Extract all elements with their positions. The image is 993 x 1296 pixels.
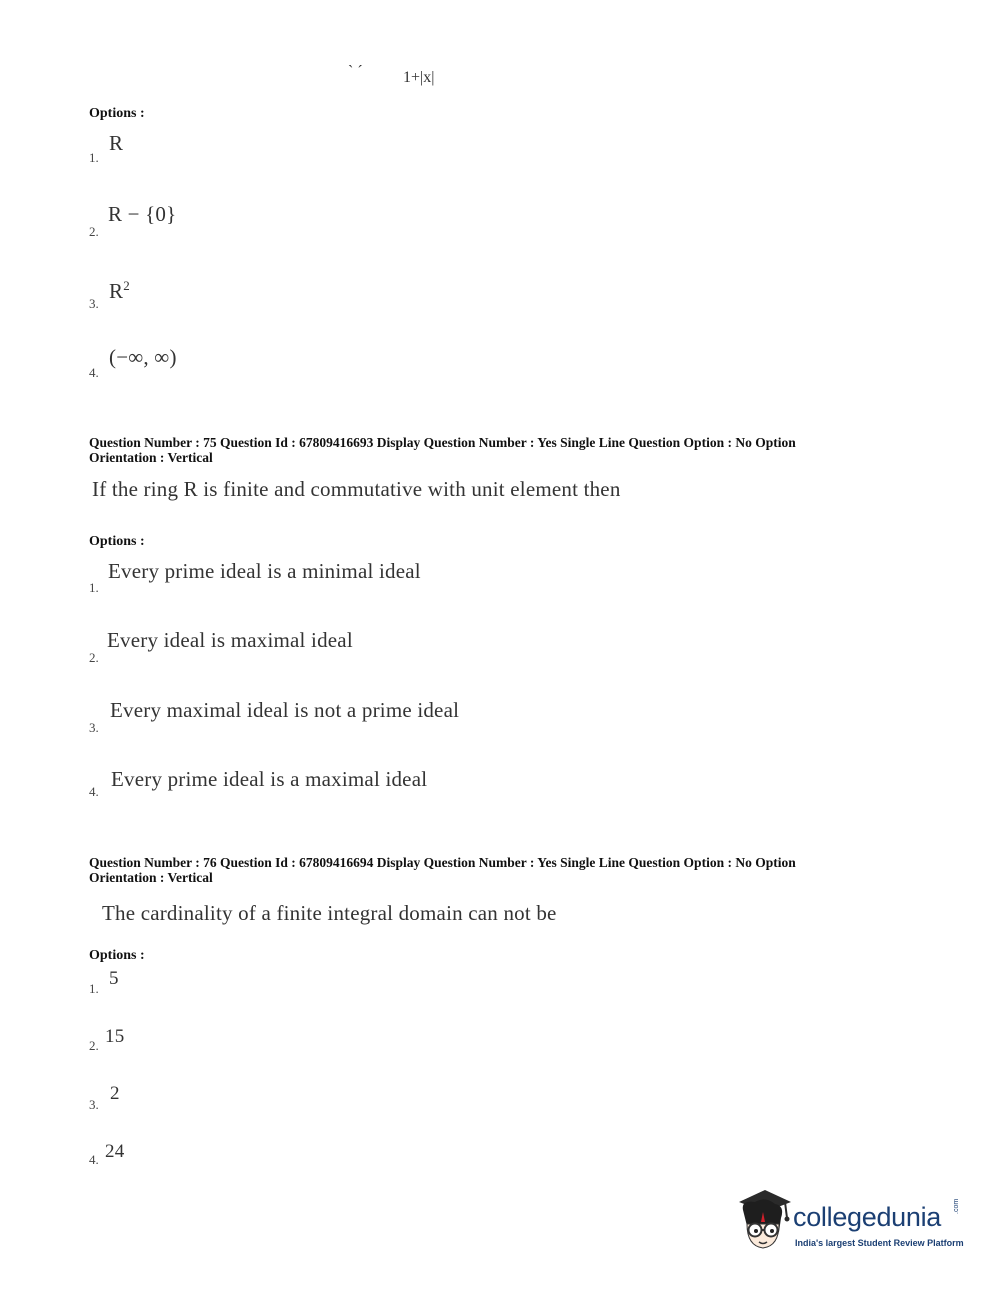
list-item[interactable] xyxy=(89,128,289,168)
option-text: Every maximal ideal is not a prime ideal xyxy=(110,698,460,722)
option-base: R xyxy=(109,279,124,303)
logo-tagline: India's largest Student Review Platform xyxy=(795,1238,964,1248)
fragment-expression: 1+|x| xyxy=(403,69,435,86)
option-number: 4. xyxy=(89,365,99,380)
option-number: 3. xyxy=(89,1097,99,1112)
q74-options-list xyxy=(0,125,993,395)
logo-wordmark: collegedunia xyxy=(793,1202,942,1232)
meta-line: Orientation : Vertical xyxy=(89,870,213,885)
list-item[interactable] xyxy=(89,766,589,806)
option-text: Every ideal is maximal ideal xyxy=(107,628,353,652)
option-number: 2. xyxy=(89,224,99,239)
previous-question-fragment xyxy=(0,0,993,95)
option-text: R xyxy=(109,131,124,155)
list-item[interactable] xyxy=(89,200,289,240)
q75-meta xyxy=(89,435,869,465)
list-item[interactable] xyxy=(89,968,289,1000)
option-superscript: 2 xyxy=(123,278,130,293)
option-text: 5 xyxy=(109,968,119,989)
option-number: 4. xyxy=(89,1152,99,1167)
option-text: Every prime ideal is a maximal ideal xyxy=(111,767,428,791)
option-number: 1. xyxy=(89,580,99,595)
meta-line: Orientation : Vertical xyxy=(89,450,213,465)
option-text: Every prime ideal is a minimal ideal xyxy=(108,559,421,583)
mascot-icon xyxy=(735,1188,793,1258)
logo-suffix: .com xyxy=(953,1198,960,1214)
option-number: 1. xyxy=(89,981,99,996)
list-item[interactable] xyxy=(89,626,589,666)
option-number: 2. xyxy=(89,650,99,665)
q75-options-list xyxy=(0,555,993,805)
option-text: 24 xyxy=(105,1141,125,1162)
option-text: 15 xyxy=(105,1026,125,1047)
q75-question-text: If the ring R is finite and commutative with unit element then xyxy=(92,477,621,501)
list-item[interactable] xyxy=(89,696,589,736)
q76-meta xyxy=(89,855,869,885)
option-text: R − {0} xyxy=(108,202,177,226)
q76-question-text: The cardinality of a finite integral domain can not be xyxy=(102,901,557,925)
option-number: 2. xyxy=(89,1038,99,1053)
q75-options-label: Options : xyxy=(89,534,145,549)
fragment-marks: ˋ ˊ xyxy=(348,63,363,80)
option-number: 3. xyxy=(89,296,99,311)
list-item[interactable] xyxy=(89,1025,289,1057)
q74-options-label: Options : xyxy=(89,106,145,121)
option-text: 2 xyxy=(110,1083,120,1104)
option-text xyxy=(109,278,130,304)
option-number: 3. xyxy=(89,720,99,735)
list-item[interactable] xyxy=(89,345,289,385)
meta-line: Question Number : 76 Question Id : 67809416694 Display Question Number : Yes Single Line Question Option : No Option xyxy=(89,855,796,870)
list-item[interactable] xyxy=(89,557,589,597)
meta-line: Question Number : 75 Question Id : 67809416693 Display Question Number : Yes Single Line Question Option : No Option xyxy=(89,435,796,450)
q76-options-label: Options : xyxy=(89,948,145,963)
q76-options-list xyxy=(0,965,993,1175)
option-number: 4. xyxy=(89,784,99,799)
list-item[interactable] xyxy=(89,1082,289,1114)
collegedunia-logo xyxy=(735,1188,965,1258)
list-item[interactable] xyxy=(89,275,289,315)
option-text: (−∞, ∞) xyxy=(109,345,177,369)
list-item[interactable] xyxy=(89,1140,289,1172)
option-number: 1. xyxy=(89,150,99,165)
